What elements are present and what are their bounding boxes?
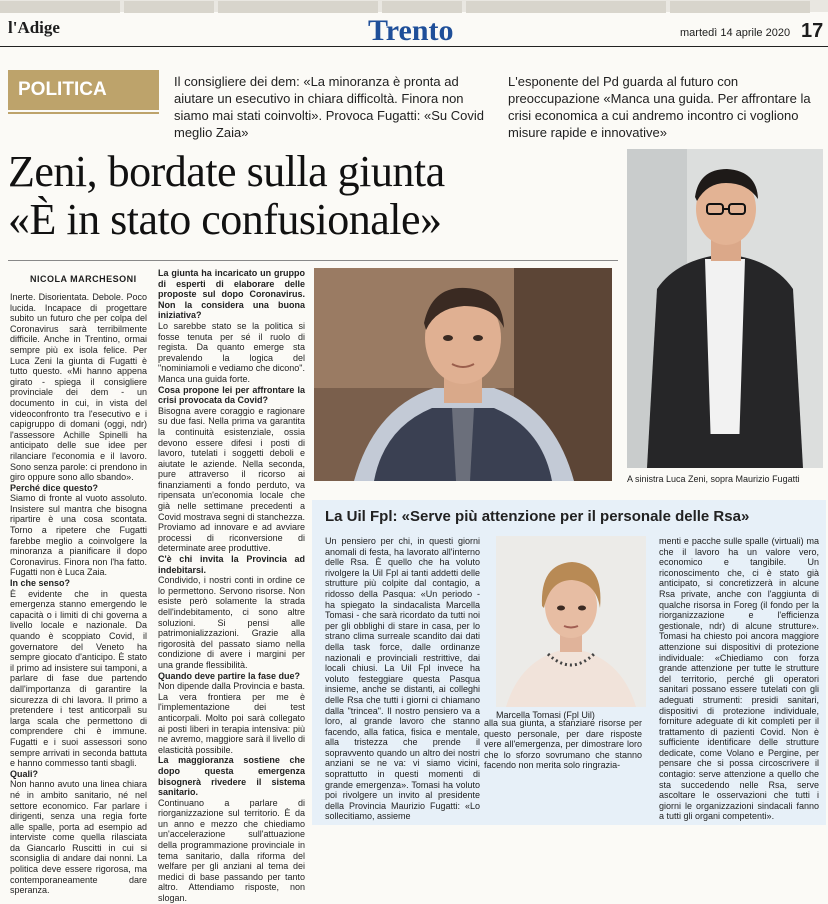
issue-date: martedì 14 aprile 2020 [680,27,791,39]
previous-page-strip [0,0,828,12]
interview-question: La maggioranza sostiene che dopo questa emergenza bisognerà rivedere il sistema sanitario. [158,755,305,798]
photo-luca-zeni [314,268,612,481]
sidebar-column-2: alla sua giunta, a stanziare risorse per questo personale, per dare risposte vere all'emergenza, per dimostrare loro che lo sforzo sovrumano che stanno facendo non merita solo ringrazia- [484,718,642,771]
photo-maurizio-fugatti [627,149,823,468]
paragraph: Condivido, i nostri conti in ordine ce lo permettono. Servono risorse. Non esiste però solamente la strada dell'indebitamento, ci sono altre soluzioni. Si pensi alle patrimonializzazioni. Grazie alla rigorosità del passato siamo nella condizione di avere i margini per una grande flessibilità. [158,575,305,670]
portrait-illustration [627,149,823,468]
paragraph: Continuano a parlare di riorganizzazione sul territorio. È da un anno e mezzo che chiediamo un'accelerazione sull'attuazione della programmazione provinciale in tema sanitario, dalla riforma del welfare per gli anziani al tema dei medici di base passando per tanto altro. Attendiamo risposte, non slogan. [158,797,305,904]
interview-question: La giunta ha incaricato un gruppo di esperti di elaborare delle proposte sul dopo Coronavirus. Non la considera una buona iniziativa? [158,268,305,321]
byline: NICOLA MARCHESONI [30,274,137,284]
article-column-2 [158,268,305,904]
paragraph: Lo sarebbe stato se la politica si fosse tenuta per sé il ruolo di regista. Da quanto emerge sta prevalendo la logica del "nominiamoli e vediamo che dicono". Manca una guida forte. [158,320,305,384]
interview-question: C'è chi invita la Provincia ad indebitarsi. [158,554,305,575]
paragraph: Siamo di fronte al vuoto assoluto. Insistere sul mantra che bisogna ripartire è una cosa scontata. Torno a ripetere che Fugatti farebbe meglio a coinvolgere la minoranza a pianificare il dopo Coronavirus. Finora non l'ha fatto. Fugatti non è Luca Zaia. [10,493,147,578]
newspaper-logo: l'Adige [8,18,60,37]
interview-question: Quando deve partire la fase due? [158,670,301,681]
kicker-politica: POLITICA [8,70,159,110]
photo-marcella-tomasi [496,536,646,707]
paragraph: Bisogna avere coraggio e ragionare su due fasi. Nella prima va garantita la continuità esistenziale, ossia devono essere difesi i posti di lavoro, tutelati i soggetti deboli e aiutate le aziende. Nella seconda, pure attraverso il ricorso ai finanziamenti a fondo perduto, va ripensata un'economia locale che già nelle settimane precedenti a Covid mostrava segni di stanchezza. Proviamo ad innovare e ad avviare processi di riconversione di determinate aree produttive. [158,405,305,554]
kicker-rule [8,112,159,114]
sidebar-photo-caption: Marcella Tomasi (Fpl Uil) [496,710,595,720]
photo-caption: A sinistra Luca Zeni, sopra Maurizio Fugatti [627,474,800,484]
page-number: 17 [801,20,824,42]
headline-line-1: Zeni, bordate sulla giunta [8,147,445,196]
subhead-right: L'esponente del Pd guarda al futuro con preoccupazione «Manca una guida. Per affrontare la crisi economica a cui andremo incontro ci vogliono misure rapide e innovative» [508,74,811,140]
headline [8,148,618,244]
subhead-left: Il consigliere dei dem: «La minoranza è pronta ad aiutare un esecutivo in chiara difficoltà. Finora non siamo mai stati coinvolti». Provoca Fugatti: «Su Covid meglio Zaia» [174,74,484,140]
paragraph: Non dipende dalla Provincia e basta. La vera frontiera per me è l'implementazione dei test anticorpali. Molto poi sarà collegato ai posti liberi in terapia intensiva: più ne avremo, maggiore sarà il livello di elasticità possibile. [158,681,305,755]
headline-line-2: «È in stato confusionale» [8,195,442,244]
section-title: Trento [368,14,454,47]
sidebar-column-1: Un pensiero per chi, in questi giorni anomali di festa, ha lavorato all'interno delle Rsa. È quello che ha voluto rivolgere la Uil Fpl ai tanti addetti delle strutture più colpite dal contagio, a ridosso della Pasqua: «Un periodo - ha spiegato la sindacalista Marcella Tomasi - che sarà ricordato da tutti noi per gli obblighi di stare in casa, per lo strano clima surreale scandito dai dati della task force, dalle ordinanze nazionali e provinciali restrittive, dai locali chiusi. La Uil Fpl invece ha voluto festeggiare questa Pasqua insieme, anche se distanti, ai colleghi delle Rsa che tutti i giorni ci chiamano dalla "trincea". Il nostro pensiero va a loro, al grande lavoro che stanno facendo, alla fatica, fisica e mentale, alla tristezza che prende il sopravvento quando un altro dei nostri anziani se ne va: vi siamo vicini, soprattutto in questi momenti di grande emergenza». Tomasi ha voluto poi rivolgere un invito al presidente della Provincia Maurizio Fugatti: «Lo sollecitiamo, assieme [325,536,480,822]
sidebar-column-3: menti e pacche sulle spalle (virtuali) ma che il lavoro ha un valore vero, economico e tangibile. Un riconoscimento che, ci è stato già anticipato, si concretizzerà in alcune Rsa private, anche con l'aggiunta di qualche risorsa in Foreg (il fondo per la riorganizzazione e l'efficienza gestionale, ndr) di alcune strutture». Tomasi ha chiesto poi ancora maggiore attenzione sui dispositivi di protezione individuale: «Chiediamo con forza grande attenzione per tutte le strutture del territorio, perché gli operatori sanitari possano essere tutelati con gli adeguati strumenti: presidi sanitari, dispositivi di protezione individuale, forniture adeguate di kit completi per il trattamento di pazienti Covid. Non è sufficiente identificare delle strutture dedicate, come Volano e Pergine, per pensare che si possa circoscrivere il contagio: serve attenzione a quello che sta succedendo nelle Rsa, serve ascoltare le osservazioni che tutti i giorni le organizzazioni sindacali fanno a tutti gli organi competenti». [659,536,819,822]
paragraph: È evidente che in questa emergenza stanno emergendo le capacità o i limiti di chi governa a livello locale e nazionale. Da quando è scoppiato Covid, il governatore del Veneto ha sempre giocato d'anticipo. È stato il primo ad insistere sui tamponi, a parlare di fase due partendo dall'importanza di garantire la sicurezza di chi lavora. Il primo a pretendere i test anticorpali su larga scala che permettono di comprendere chi è immune. Fugatti e i suoi assessori sono sempre arrivati in seconda battuta e hanno commesso tanti sbagli. [10,588,147,769]
interview-question: Cosa propone lei per affrontare la crisi provocata da Covid? [158,384,305,406]
paragraph: Non hanno avuto una linea chiara né in ambito sanitario, né nel settore economico. Far parlare i dirigenti, senza una regia forte alle spalle, porta ad esempio ad interviste come quella rilasciata da Giancarlo Ruscitti in cui si sconsiglia di andare dai nonni. La politica deve essere rigorosa, ma contemporaneamente dare speranza. [10,779,147,896]
portrait-illustration [496,536,646,707]
headline-divider [8,260,618,261]
portrait-illustration [314,268,612,481]
sidebar-title: La Uil Fpl: «Serve più attenzione per il personale delle Rsa» [325,508,750,525]
article-column-1 [10,292,147,896]
interview-question: Quali? [10,768,39,779]
interview-question: In che senso? [10,578,71,589]
paragraph: Inerte. Disorientata. Debole. Poco lucida. Incapace di progettare subito un futuro che per colpa del Coronavirus sarà terribilmente difficile. Anche in Trentino, ormai sempre più ex isola felice. Per Luca Zeni la giunta di Fugatti è tutto questo. «Mi hanno appena girato - spiega il consigliere provinciale dei dem - un documento in cui, in vista del videoconfronto tra l'esecutivo e i capigruppo di domani (oggi, ndr) l'assessore Achille Spinelli ha anticipato delle sue idee per rilanciare l'economia e il lavoro. Sono senza parole: ci prendono in giro oppure sono allo sbando». [10,292,147,483]
interview-question: Perché dice questo? [10,482,99,493]
